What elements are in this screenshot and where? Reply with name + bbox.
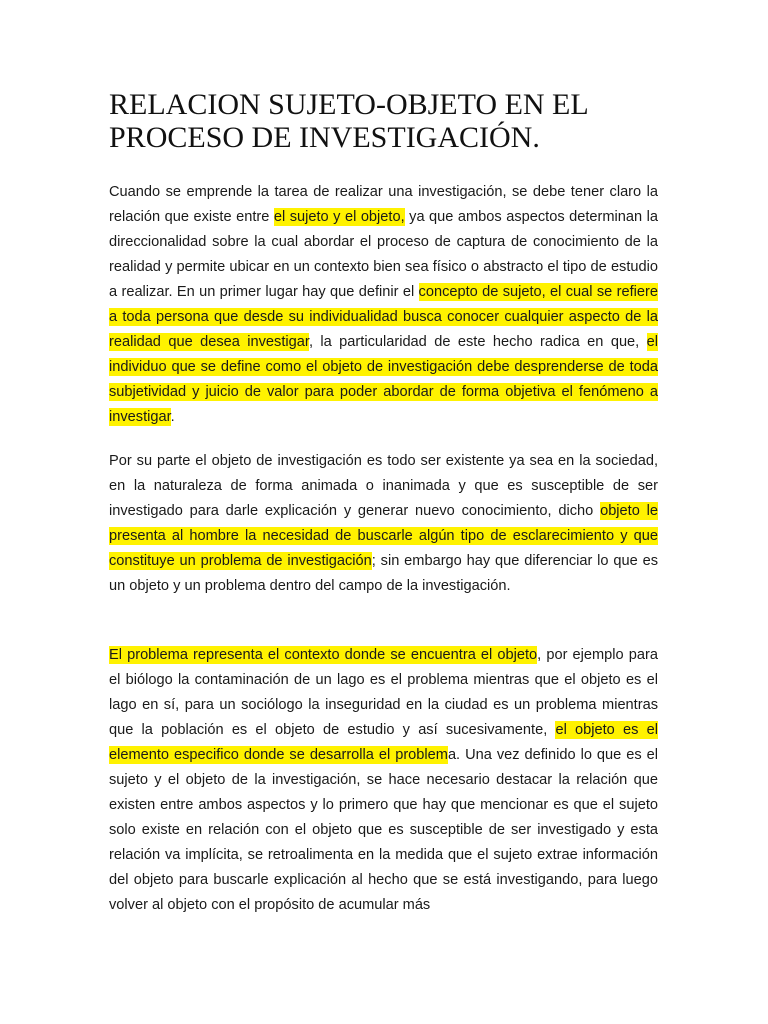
text-segment: Por su parte el objeto de investigación es todo ser existente ya sea en la sociedad, en la naturaleza de forma animada o inanimada y que es susceptible de ser investigado para darle explicación y generar nuevo conocimiento, dicho: [109, 453, 658, 519]
text-segment: Cuando se emprende la tarea de realizar una investigación, se debe tener claro la relación que existe entre: [109, 184, 658, 225]
highlighted-text: El problema representa el contexto donde se encuentra el objeto: [109, 647, 538, 663]
highlighted-text: el individuo que se define como el objeto de investigación debe desprenderse de toda subjetividad y juicio de valor para poder abordar de forma objetiva el fenómeno a investigar: [109, 334, 659, 425]
highlighted-text: el objeto es el elemento especifico donde se desarrolla el problem: [109, 722, 658, 763]
text-segment: , la particularidad de este hecho radica en que,: [308, 334, 647, 350]
paragraph-2: [109, 449, 658, 599]
text-segment: ya que ambos aspectos determinan la direccionalidad sobre la cual abordar el proceso de captura de conocimiento de la realidad y permite ubicar en un contexto bien sea físico o abstracto el tipo de estudio a realizar. En un primer lugar hay que definir el: [109, 209, 658, 300]
highlighted-text: concepto de sujeto, el cual se refiere a toda persona que desde su individualidad busca conocer cualquier aspecto de la realidad que desea investigar: [109, 284, 658, 350]
paragraph-3: [109, 643, 658, 918]
text-segment: .: [170, 409, 175, 425]
paragraph-1: [109, 180, 658, 430]
highlighted-text: objeto le presenta al hombre la necesidad de buscarle algún tipo de esclarecimiento y que constituye un problema de investigación: [109, 503, 658, 569]
highlighted-text: el sujeto y el objeto,: [273, 209, 405, 225]
text-segment: a. Una vez definido lo que es el sujeto y el objeto de la investigación, se hace necesario destacar la relación que existen entre ambos aspectos y lo primero que hay que mencionar es que el sujeto solo existe en relación con el objeto que es susceptible de ser investigado y esta relación va implícita, se retroalimenta en la medida que el sujeto extrae información del objeto para buscarle explicación al hecho que se está investigando, para luego volver al objeto con el propósito de acumular más: [109, 747, 659, 913]
text-segment: , por ejemplo para el biólogo la contaminación de un lago es el problema mientras que el objeto es el lago en sí, para un sociólogo la inseguridad en la ciudad es un problema mientras que la población es el objeto de estudio y así sucesivamente,: [109, 647, 658, 738]
page-title: RELACION SUJETO-OBJETO EN EL PROCESO DE INVESTIGACIÓN.: [109, 88, 588, 154]
text-segment: ; sin embargo hay que diferenciar lo que es un objeto y un problema dentro del campo de la investigación.: [109, 553, 658, 594]
